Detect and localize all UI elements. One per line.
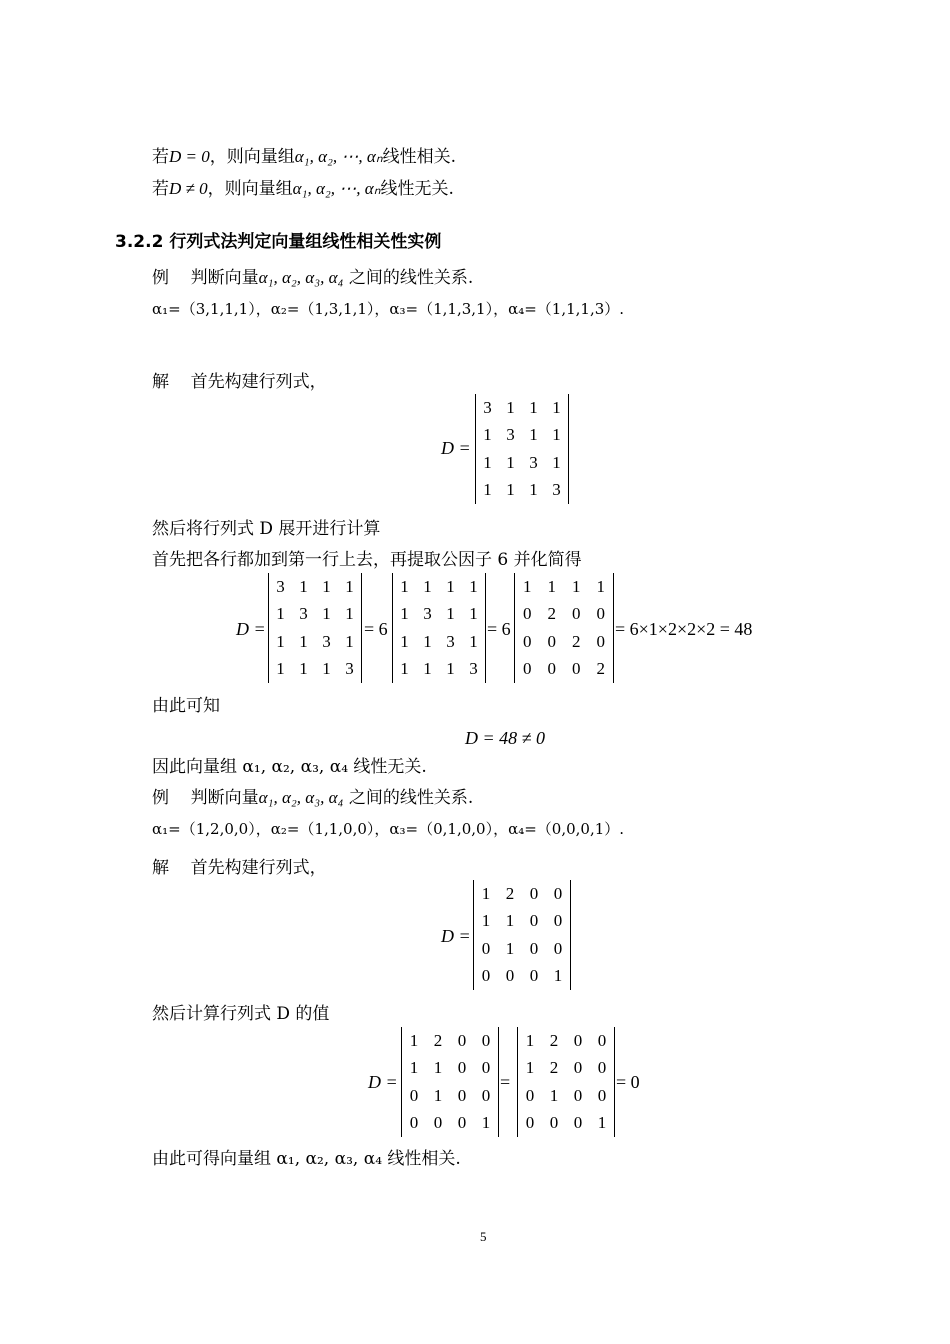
matrix-cell: 1 [299, 631, 308, 651]
example1-known-text: 由此可知 [152, 696, 220, 716]
matrix-cell: 1 [446, 604, 455, 624]
matrix-cell: 1 [423, 576, 432, 596]
matrix-cell: 0 [597, 1058, 607, 1078]
matrix-cell: 0 [457, 1058, 467, 1078]
example1-determinant [475, 394, 569, 504]
matrix-cell: 1 [572, 576, 581, 596]
matrix-cell: 1 [505, 938, 515, 958]
example1-chain-eq-2: = 6 [487, 619, 511, 639]
matrix-cell: 1 [322, 576, 331, 596]
example2-conclusion: 由此可得向量组 α₁, α₂, α₃, α₄ 线性相关. [152, 1149, 461, 1169]
matrix-cell: 2 [433, 1030, 443, 1050]
example2-chain-matrix-1 [401, 1027, 499, 1137]
matrix-cell: 1 [481, 1113, 491, 1133]
matrix-cell: 1 [469, 631, 478, 651]
matrix-cell: 0 [457, 1030, 467, 1050]
matrix-cell: 0 [553, 883, 563, 903]
matrix-cell: 0 [457, 1085, 467, 1105]
matrix-cell: 0 [433, 1113, 443, 1133]
matrix-cell: 2 [505, 883, 515, 903]
matrix-cell: 1 [481, 883, 491, 903]
matrix-cell: 0 [529, 911, 539, 931]
matrix-cell: 1 [483, 425, 492, 445]
matrix-cell: 1 [409, 1058, 419, 1078]
matrix-cell: 1 [423, 659, 432, 679]
matrix-cell: 2 [572, 631, 581, 651]
matrix-cell: 1 [469, 576, 478, 596]
matrix-cell: 0 [481, 938, 491, 958]
matrix-cell: 1 [276, 604, 285, 624]
matrix-cell: 1 [553, 966, 563, 986]
condition-zero: 若D = 0，则向量组α₁, α₂, ⋯, αₙ线性相关. [152, 147, 457, 167]
matrix-cell: 3 [423, 604, 432, 624]
matrix-cell: 0 [596, 604, 605, 624]
matrix-cell: 1 [525, 1058, 535, 1078]
matrix-cell: 2 [547, 604, 556, 624]
matrix-cell: 1 [547, 576, 556, 596]
example1-statement: 例 判断向量α₁, α₂, α₃, α₄ 之间的线性关系. [152, 268, 474, 288]
example2-determinant [473, 880, 571, 990]
matrix-cell: 0 [573, 1030, 583, 1050]
matrix-cell: 1 [322, 659, 331, 679]
matrix-cell: 1 [552, 452, 561, 472]
matrix-cell: 3 [529, 452, 538, 472]
matrix-cell: 1 [400, 631, 409, 651]
matrix-cell: 0 [572, 659, 581, 679]
matrix-cell: 1 [529, 425, 538, 445]
example1-vectors: α₁=（3,1,1,1），α₂=（1,3,1,1），α₃=（1,1,3,1），α₄=（1,1,1,3）. [152, 300, 625, 318]
matrix-cell: 0 [596, 631, 605, 651]
matrix-cell: 1 [299, 659, 308, 679]
matrix-cell: 0 [505, 966, 515, 986]
matrix-cell: 0 [457, 1113, 467, 1133]
example2-chain-matrix-2 [517, 1027, 615, 1137]
example1-chain-result: = 6×1×2×2×2 = 48 [615, 619, 753, 639]
matrix-cell: 1 [276, 659, 285, 679]
condition-nonzero: 若D ≠ 0，则向量组α₁, α₂, ⋯, αₙ线性无关. [152, 179, 454, 199]
matrix-cell: 0 [529, 938, 539, 958]
matrix-cell: 0 [529, 966, 539, 986]
example2-statement: 例 判断向量α₁, α₂, α₃, α₄ 之间的线性关系. [152, 788, 474, 808]
matrix-cell: 0 [573, 1113, 583, 1133]
matrix-cell: 0 [481, 1085, 491, 1105]
matrix-cell: 1 [529, 480, 538, 500]
matrix-cell: 1 [506, 452, 515, 472]
example2-chain-result: = 0 [616, 1072, 640, 1092]
matrix-cell: 1 [400, 604, 409, 624]
matrix-cell: 0 [597, 1085, 607, 1105]
matrix-cell: 3 [446, 631, 455, 651]
matrix-cell: 1 [345, 631, 354, 651]
page-number: 5 [480, 1229, 487, 1244]
matrix-cell: 1 [400, 576, 409, 596]
matrix-cell: 1 [446, 576, 455, 596]
example1-step-text: 首先把各行都加到第一行上去，再提取公因子 6 并化简得 [152, 550, 582, 570]
example1-solution: 解 首先构建行列式， [152, 372, 327, 392]
example1-chain-eq-1: = 6 [364, 619, 388, 639]
example1-conclusion: 因此向量组 α₁, α₂, α₃, α₄ 线性无关. [152, 757, 427, 777]
matrix-cell: 1 [552, 425, 561, 445]
matrix-cell: 3 [299, 604, 308, 624]
matrix-cell: 3 [276, 576, 285, 596]
example1-chain-matrix-3 [514, 573, 614, 683]
matrix-cell: 0 [481, 1058, 491, 1078]
matrix-cell: 1 [433, 1085, 443, 1105]
example2-chain-label: D = [368, 1072, 398, 1092]
matrix-cell: 2 [549, 1058, 559, 1078]
matrix-cell: 1 [596, 576, 605, 596]
matrix-cell: 0 [481, 1030, 491, 1050]
matrix-cell: 1 [506, 480, 515, 500]
matrix-cell: 0 [572, 604, 581, 624]
matrix-cell: 1 [505, 911, 515, 931]
matrix-cell: 1 [345, 576, 354, 596]
matrix-cell: 3 [483, 397, 492, 417]
example1-result: D = 48 ≠ 0 [465, 728, 546, 748]
matrix-cell: 0 [523, 659, 532, 679]
matrix-cell: 1 [529, 397, 538, 417]
matrix-cell: 1 [483, 452, 492, 472]
matrix-cell: 1 [299, 576, 308, 596]
matrix-cell: 0 [597, 1030, 607, 1050]
matrix-cell: 3 [552, 480, 561, 500]
matrix-cell: 1 [433, 1058, 443, 1078]
matrix-cell: 0 [573, 1085, 583, 1105]
matrix-cell: 3 [469, 659, 478, 679]
matrix-cell: 0 [525, 1113, 535, 1133]
matrix-cell: 0 [573, 1058, 583, 1078]
matrix-cell: 3 [322, 631, 331, 651]
matrix-cell: 0 [553, 938, 563, 958]
matrix-cell: 0 [553, 911, 563, 931]
matrix-cell: 0 [525, 1085, 535, 1105]
matrix-cell: 0 [547, 631, 556, 651]
matrix-cell: 3 [345, 659, 354, 679]
matrix-cell: 0 [529, 883, 539, 903]
matrix-cell: 1 [322, 604, 331, 624]
matrix-cell: 3 [506, 425, 515, 445]
matrix-cell: 1 [481, 911, 491, 931]
matrix-cell: 1 [446, 659, 455, 679]
matrix-cell: 1 [523, 576, 532, 596]
matrix-cell: 0 [547, 659, 556, 679]
example1-det-label: D = [441, 438, 471, 458]
example1-chain-matrix-1 [268, 573, 362, 683]
matrix-cell: 1 [483, 480, 492, 500]
example1-chain-label: D = [236, 619, 266, 639]
matrix-cell: 1 [409, 1030, 419, 1050]
matrix-cell: 1 [549, 1085, 559, 1105]
example2-det-label: D = [441, 926, 471, 946]
matrix-cell: 1 [597, 1113, 607, 1133]
example1-chain-matrix-2 [392, 573, 486, 683]
section-heading: 3.2.2 行列式法判定向量组线性相关性实例 [115, 232, 442, 252]
matrix-cell: 1 [525, 1030, 535, 1050]
example2-calc-text: 然后计算行列式 D 的值 [152, 1004, 330, 1024]
example2-solution: 解 首先构建行列式， [152, 858, 327, 878]
matrix-cell: 0 [409, 1085, 419, 1105]
matrix-cell: 2 [596, 659, 605, 679]
matrix-cell: 1 [345, 604, 354, 624]
matrix-cell: 0 [523, 604, 532, 624]
matrix-cell: 1 [552, 397, 561, 417]
matrix-cell: 2 [549, 1030, 559, 1050]
matrix-cell: 0 [409, 1113, 419, 1133]
example1-expand-text: 然后将行列式 D 展开进行计算 [152, 519, 381, 539]
matrix-cell: 1 [423, 631, 432, 651]
matrix-cell: 1 [469, 604, 478, 624]
example2-vectors: α₁=（1,2,0,0），α₂=（1,1,0,0），α₃=（0,1,0,0），α₄=（0,0,0,1）. [152, 820, 625, 838]
matrix-cell: 0 [549, 1113, 559, 1133]
matrix-cell: 1 [400, 659, 409, 679]
matrix-cell: 1 [276, 631, 285, 651]
matrix-cell: 0 [481, 966, 491, 986]
matrix-cell: 1 [506, 397, 515, 417]
matrix-cell: 0 [523, 631, 532, 651]
example2-chain-eq-1: = [500, 1072, 511, 1092]
